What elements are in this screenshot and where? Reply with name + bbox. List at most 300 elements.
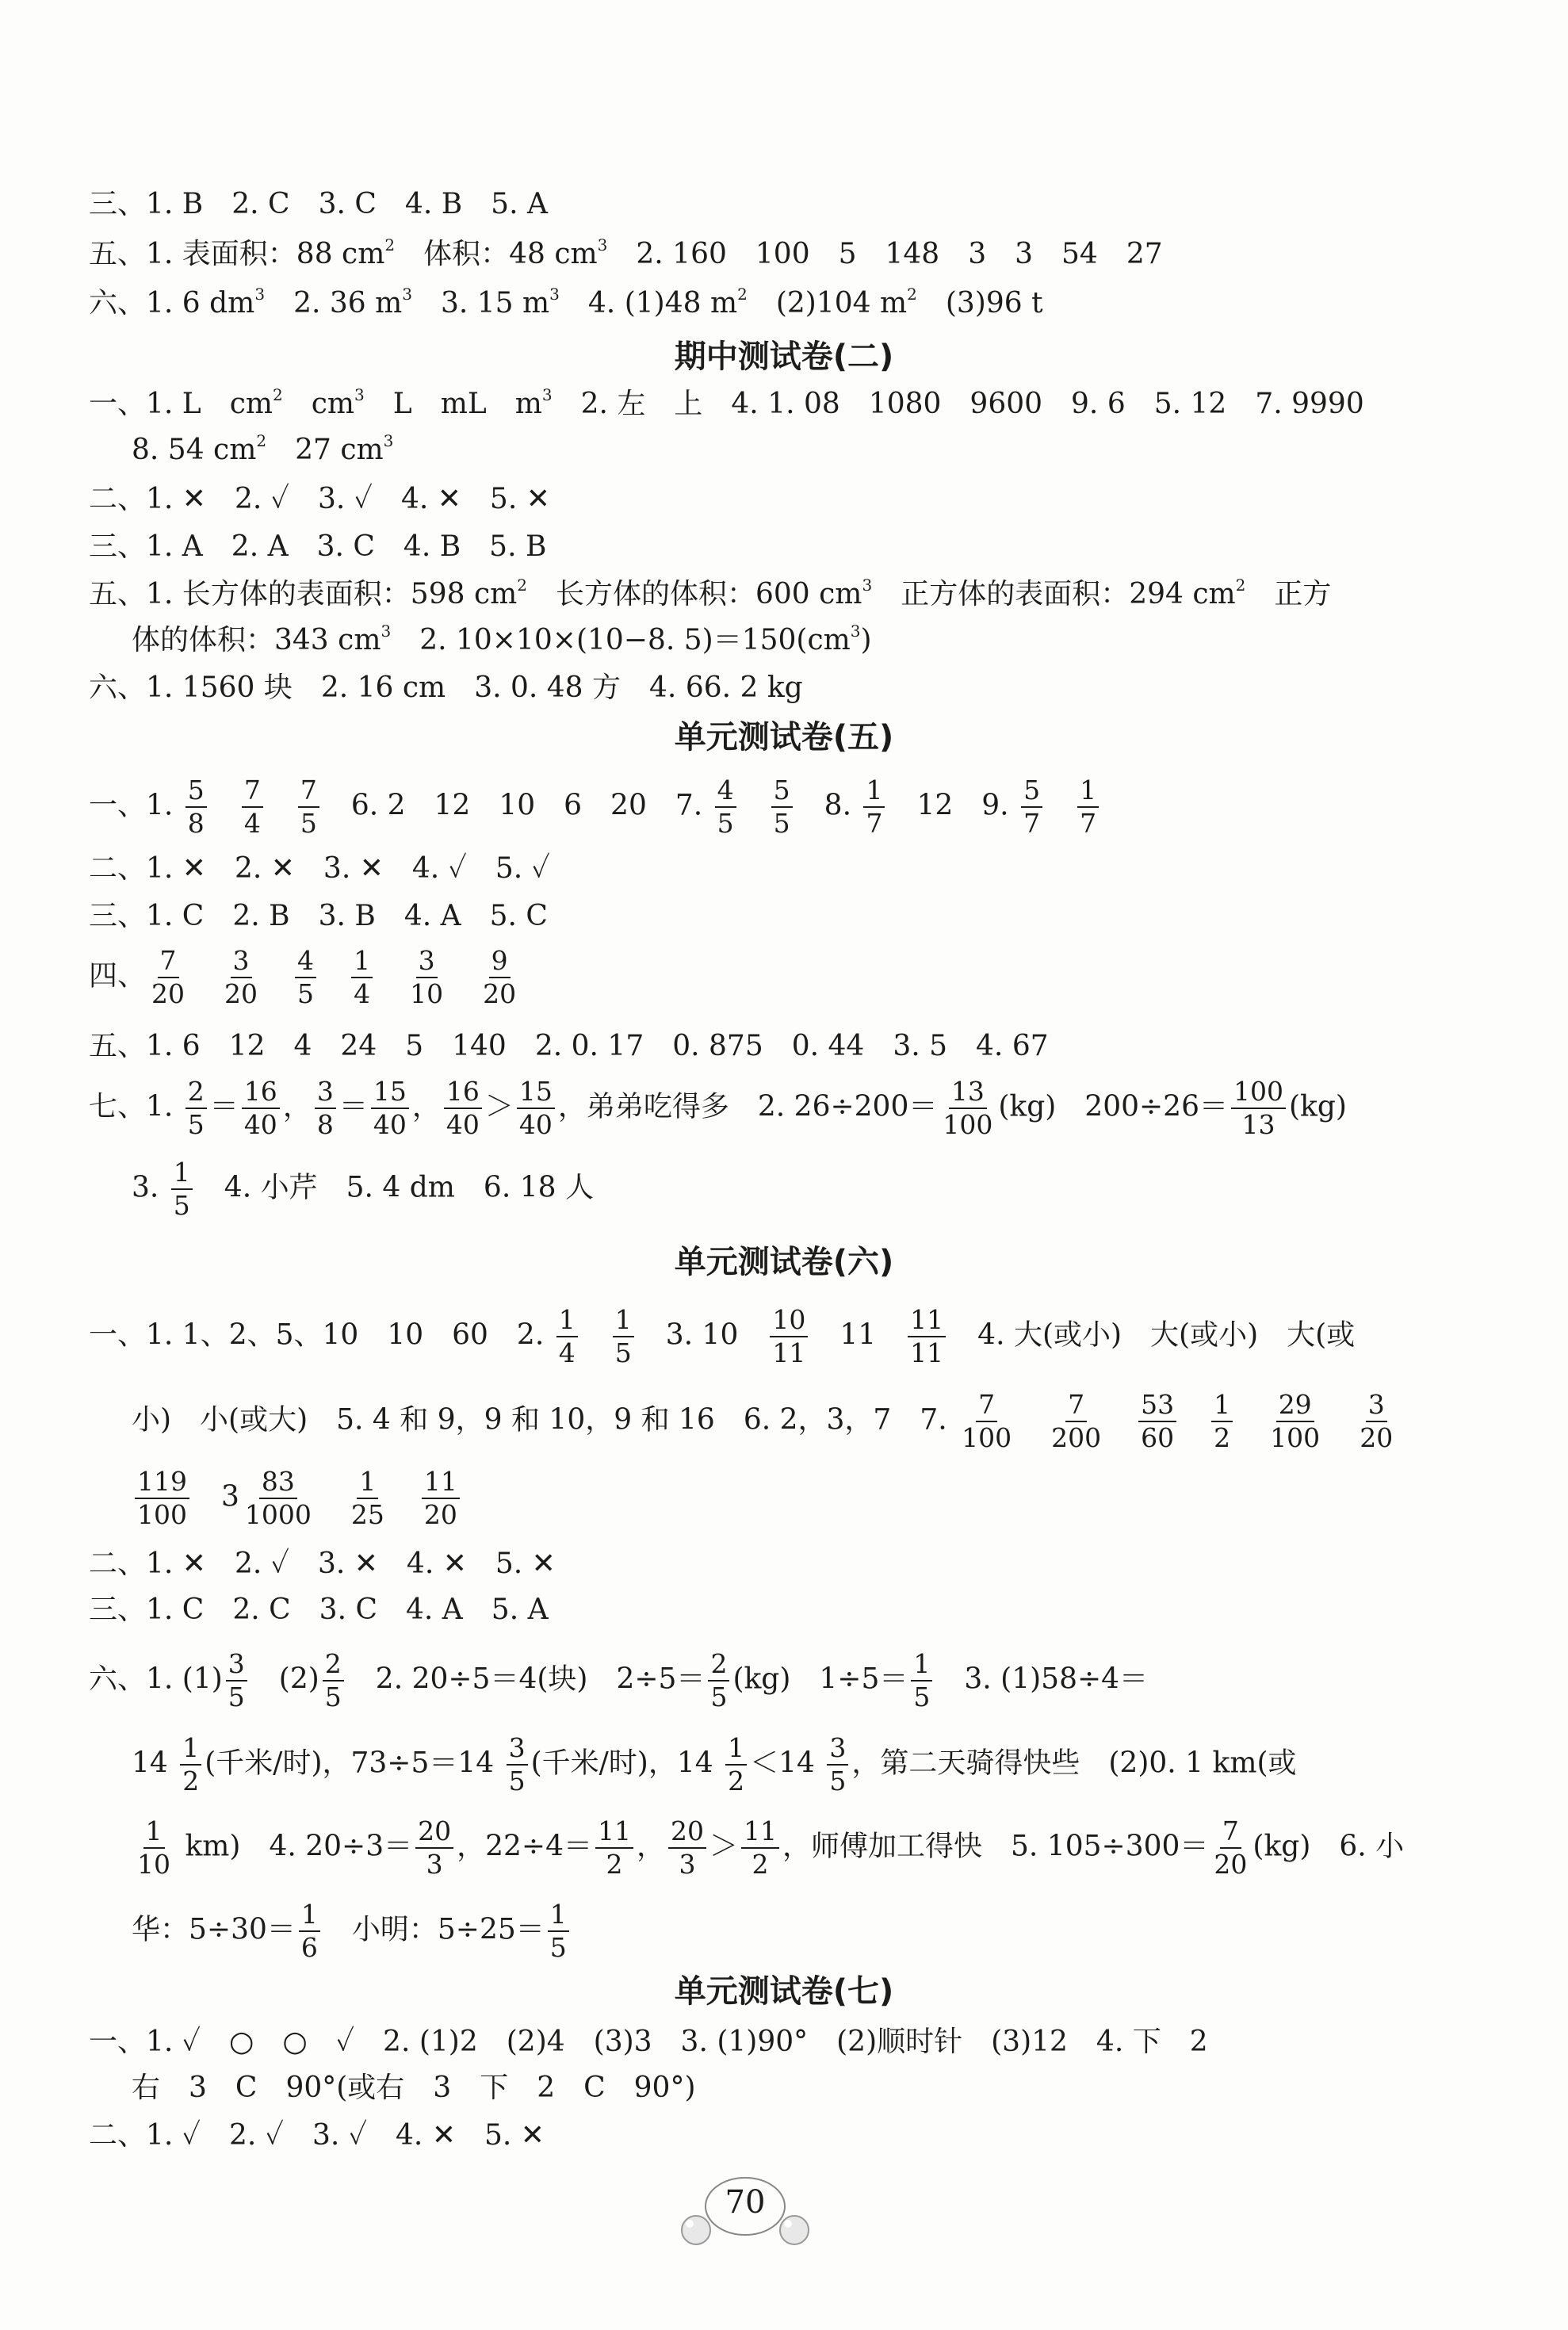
fraction-denominator: 2 — [728, 1766, 745, 1797]
answer-line — [89, 902, 548, 931]
answer-text: 3 — [193, 1480, 239, 1513]
fraction-numerator: 7 — [298, 777, 319, 808]
unit-exponent: 2 — [737, 285, 748, 304]
unit-exponent: 3 — [354, 385, 365, 404]
answer-text: 一、1. L cm — [89, 388, 273, 420]
fraction — [725, 1732, 747, 1797]
answer-text: L mL m — [364, 388, 542, 420]
fraction-denominator: 20 — [151, 978, 185, 1010]
fraction-denominator: 200 — [1051, 1422, 1102, 1454]
fraction — [1211, 1391, 1233, 1452]
answer-text: 六、1. (1) — [89, 1662, 223, 1696]
fraction-numerator: 3 — [231, 947, 252, 978]
answer-line — [89, 1032, 1049, 1061]
fraction-numerator: 7 — [158, 947, 179, 978]
fraction-denominator: 5 — [710, 1682, 728, 1713]
answer-text: 3. — [132, 1171, 168, 1204]
answer-text: 四、 — [89, 959, 147, 993]
answer-line — [132, 431, 394, 466]
fraction-numerator: 5 — [1021, 777, 1042, 808]
fraction-numerator: 1 — [171, 1159, 193, 1190]
answer-text: (kg) 200÷26＝ — [998, 1090, 1228, 1123]
answer-text: ，第二天骑得快些 (2)0. 1 km(或 — [851, 1747, 1297, 1780]
fraction-numerator: 15 — [517, 1078, 555, 1109]
fraction-denominator: 4 — [354, 978, 371, 1010]
fraction-numerator: 15 — [371, 1078, 409, 1109]
answer-text: 2. 20÷5＝4(块) 2÷5＝ — [346, 1662, 706, 1696]
fraction-numerator: 2 — [708, 1651, 729, 1682]
fraction-denominator: 20 — [224, 978, 258, 1010]
answer-line — [132, 1391, 1398, 1452]
answer-text: 五、1. 6 12 4 24 5 140 2. 0. 17 0. 875 0. 44 3. 5 4. 67 — [89, 1030, 1049, 1062]
fraction-denominator: 2 — [606, 1849, 623, 1880]
fraction-numerator: 16 — [242, 1078, 280, 1109]
answer-text: 6. 2 12 10 6 20 7. — [322, 789, 712, 822]
answer-line — [89, 576, 1332, 610]
fraction-denominator: 5 — [508, 1766, 526, 1797]
answer-line — [89, 1596, 549, 1624]
answer-text: 华：5÷30＝ — [132, 1913, 296, 1946]
fraction-numerator: 16 — [444, 1078, 482, 1109]
fraction-numerator: 53 — [1138, 1391, 1176, 1422]
answer-line — [89, 285, 1043, 319]
answer-line — [89, 671, 803, 704]
fraction-denominator: 13 — [1241, 1109, 1275, 1141]
answer-text: (kg) 6. 小 — [1252, 1830, 1405, 1863]
fraction — [827, 1732, 848, 1797]
answer-text: 二、1. ✓ 2. ✓ 3. ✓ 4. ✕ 5. ✕ — [89, 2119, 545, 2152]
section-title: 单元测试卷(五) — [674, 719, 894, 756]
answer-text: ) — [860, 624, 872, 656]
fraction-numerator: 20 — [668, 1818, 706, 1849]
answer-text — [740, 789, 768, 821]
fraction — [415, 1815, 453, 1880]
fraction-numerator: 11 — [595, 1818, 633, 1849]
fraction-denominator: 100 — [962, 1422, 1012, 1454]
answer-line — [132, 1901, 572, 1962]
answer-text — [1236, 1403, 1264, 1436]
unit-exponent: 3 — [254, 285, 266, 304]
fraction — [517, 1078, 555, 1139]
answer-text: 正方 — [1245, 578, 1332, 610]
fraction — [1357, 1391, 1395, 1452]
answer-line — [132, 1732, 1297, 1797]
answer-text — [581, 1318, 610, 1351]
answer-text: 3. 10 — [637, 1318, 767, 1352]
fraction — [135, 1815, 173, 1880]
answer-line — [89, 1078, 1347, 1139]
fraction — [1268, 1391, 1322, 1452]
answer-text: 一、1. ✓ ○ ○ ✓ 2. (1)2 (2)4 (3)3 3. (1)90° (2)顺时针 (3)12 4. 下 2 — [89, 2026, 1208, 2058]
fraction — [349, 1468, 387, 1529]
section-title: 期中测试卷(二) — [674, 339, 894, 375]
answer-text: 六、1. 6 dm — [89, 287, 255, 319]
answer-line — [89, 2121, 545, 2150]
fraction-numerator: 20 — [415, 1818, 453, 1849]
fraction — [908, 1304, 946, 1369]
answer-text — [390, 1480, 419, 1513]
fraction-denominator: 2 — [751, 1849, 769, 1880]
unit-exponent: 3 — [402, 285, 412, 304]
fraction-denominator: 5 — [324, 1682, 342, 1713]
fraction — [242, 1078, 280, 1139]
answer-line — [89, 530, 547, 563]
unit-exponent: 3 — [597, 235, 608, 254]
fraction-denominator: 5 — [297, 978, 315, 1010]
answer-text: ，弟弟吃得多 2. 26÷200＝ — [557, 1090, 938, 1123]
fraction-denominator: 5 — [549, 1932, 567, 1964]
fraction-denominator: 5 — [829, 1766, 847, 1797]
fraction-denominator: 40 — [243, 1109, 277, 1141]
answer-text: 二、1. ✕ 2. ✓ 3. ✕ 4. ✕ 5. ✕ — [89, 1548, 556, 1580]
fraction — [444, 1078, 482, 1139]
fraction-numerator: 1 — [911, 1651, 932, 1682]
answer-line — [89, 777, 1102, 838]
fraction — [1077, 777, 1099, 838]
fraction-numerator: 3 — [827, 1735, 848, 1766]
fraction-numerator: 7 — [242, 777, 263, 808]
answer-line — [132, 2074, 696, 2102]
fraction-denominator: 10 — [410, 978, 444, 1010]
answer-text: 4. (1)48 m — [559, 287, 738, 319]
fraction — [613, 1304, 634, 1369]
answer-line — [89, 190, 548, 219]
answer-text: 一、1. 1、2、5、10 10 60 2. — [89, 1318, 553, 1352]
answer-line — [132, 1159, 594, 1220]
fraction-numerator: 13 — [949, 1078, 987, 1109]
answer-text — [1046, 789, 1074, 821]
answer-text: 三、1. A 2. A 3. C 4. B 5. B — [89, 530, 547, 563]
fraction — [548, 1901, 569, 1962]
answer-line — [89, 947, 522, 1008]
fraction — [708, 1648, 729, 1713]
fraction-denominator: 4 — [558, 1337, 576, 1369]
answer-line — [89, 235, 1163, 270]
fraction — [959, 1391, 1014, 1452]
answer-text — [1017, 1403, 1046, 1436]
fraction-numerator: 3 — [507, 1735, 528, 1766]
answer-text: 4. 小芹 5. 4 dm 6. 18 人 — [195, 1171, 594, 1204]
fraction-denominator: 100 — [137, 1499, 187, 1531]
fraction-denominator: 5 — [913, 1682, 931, 1713]
fraction-denominator: 100 — [943, 1109, 993, 1141]
fraction-numerator: 3 — [416, 947, 438, 978]
fraction-numerator: 2 — [323, 1651, 344, 1682]
answer-text: ＞ — [484, 1090, 514, 1123]
answer-text: 五、1. 长方体的表面积：598 cm — [89, 578, 518, 610]
answer-text: (千米/时)，14 — [530, 1747, 723, 1780]
unit-exponent: 2 — [256, 431, 267, 450]
fraction — [771, 777, 793, 838]
answer-text: 2. 36 m — [265, 287, 403, 319]
fraction-denominator: 5 — [717, 808, 734, 840]
fraction — [668, 1815, 706, 1880]
fraction — [135, 1468, 189, 1529]
fraction-denominator: 20 — [1360, 1422, 1394, 1454]
fraction-numerator: 7 — [976, 1391, 997, 1422]
fraction-denominator: 10 — [137, 1849, 170, 1880]
fraction-numerator: 7 — [1220, 1818, 1241, 1849]
fraction-denominator: 4 — [243, 808, 261, 840]
answer-text: (3)96 t — [916, 287, 1043, 319]
fraction — [1049, 1391, 1103, 1452]
fraction — [185, 777, 207, 838]
fraction-numerator: 1 — [351, 947, 373, 978]
answer-text: 三、1. C 2. C 3. C 4. A 5. A — [89, 1594, 549, 1626]
answer-text: 11 — [811, 1318, 905, 1352]
fraction — [315, 1078, 336, 1139]
answer-text: 一、1. — [89, 789, 182, 822]
fraction-numerator: 1 — [613, 1307, 634, 1337]
answer-text: ， — [637, 1830, 666, 1863]
answer-text — [190, 959, 219, 992]
answer-text: 右 3 C 90°(或右 3 下 2 C 90°) — [132, 2072, 696, 2104]
answer-text — [317, 1480, 346, 1513]
fraction-denominator: 2 — [182, 1766, 200, 1797]
answer-text: 8. 54 cm — [132, 434, 257, 466]
fraction — [243, 1468, 314, 1529]
fraction — [299, 1901, 320, 1962]
fraction — [222, 947, 260, 1008]
fraction-numerator: 1 — [180, 1735, 201, 1766]
fraction-denominator: 25 — [350, 1499, 384, 1531]
unit-exponent: 3 — [541, 385, 553, 404]
fraction — [741, 1815, 779, 1880]
answer-text: (2) — [250, 1662, 319, 1696]
fraction-denominator: 20 — [423, 1499, 457, 1531]
fraction — [1231, 1078, 1286, 1139]
fraction-denominator: 5 — [300, 808, 317, 840]
answer-line — [89, 1304, 1356, 1369]
answer-text — [266, 789, 295, 821]
answer-text: (千米/时)，73÷5＝14 — [205, 1747, 503, 1780]
fraction-denominator: 2 — [1214, 1422, 1231, 1454]
answer-text: ＝ — [338, 1090, 368, 1123]
answer-text: 小) 小(或大) 5. 4 和 9，9 和 10，9 和 16 6. 2，3，7 7. — [132, 1403, 957, 1437]
fraction-numerator: 9 — [489, 947, 511, 978]
answer-line — [89, 852, 550, 885]
fraction-denominator: 40 — [446, 1109, 480, 1141]
answer-text: 2. 160 100 5 148 3 3 54 27 — [607, 238, 1163, 270]
fraction-numerator: 100 — [1231, 1078, 1286, 1109]
fraction — [185, 1078, 207, 1139]
answer-line — [132, 622, 872, 656]
fraction — [507, 1732, 528, 1797]
answer-text — [319, 959, 348, 992]
answer-text: 七、1. — [89, 1090, 182, 1123]
fraction-numerator: 5 — [185, 777, 207, 808]
answer-text — [376, 959, 404, 992]
fraction — [1211, 1815, 1249, 1880]
fraction-denominator: 3 — [679, 1849, 696, 1880]
fraction — [323, 1648, 344, 1713]
fraction-numerator: 3 — [226, 1651, 247, 1682]
fraction — [407, 947, 446, 1008]
fraction — [298, 777, 319, 838]
fraction-denominator: 5 — [614, 1337, 632, 1369]
fraction — [1138, 1391, 1176, 1452]
answer-text: 8. — [795, 789, 861, 822]
answer-line — [132, 1468, 463, 1529]
fraction-denominator: 5 — [173, 1190, 190, 1222]
answer-text: 六、1. 1560 块 2. 16 cm 3. 0. 48 方 4. 66. 2 kg — [89, 671, 803, 704]
fraction-numerator: 4 — [295, 947, 316, 978]
answer-line — [132, 1815, 1405, 1880]
fraction-denominator: 20 — [483, 978, 517, 1010]
fraction — [911, 1648, 932, 1713]
fraction — [295, 947, 316, 1008]
answer-text: ＜14 — [750, 1747, 824, 1780]
fraction — [149, 947, 187, 1008]
fraction-denominator: 60 — [1141, 1422, 1175, 1454]
answer-line — [89, 2028, 1208, 2056]
answer-text: 3. 15 m — [411, 287, 550, 319]
page-number-badge — [674, 2168, 817, 2255]
answer-line — [89, 1648, 1149, 1713]
answer-text — [449, 959, 477, 992]
fraction — [863, 777, 885, 838]
answer-text: 二、1. ✕ 2. ✕ 3. ✕ 4. ✓ 5. ✓ — [89, 852, 550, 885]
fraction-numerator: 2 — [185, 1078, 207, 1109]
fraction-numerator: 1 — [143, 1818, 165, 1849]
answer-line — [89, 1550, 556, 1578]
fraction-numerator: 10 — [770, 1307, 808, 1337]
fraction-denominator: 11 — [772, 1337, 806, 1369]
fraction-denominator: 5 — [228, 1682, 245, 1713]
unit-exponent: 2 — [1235, 576, 1246, 595]
fraction — [940, 1078, 995, 1139]
fraction — [226, 1648, 247, 1713]
fraction-denominator: 6 — [300, 1932, 318, 1964]
fraction-numerator: 1 — [863, 777, 885, 808]
fraction-denominator: 5 — [773, 808, 790, 840]
fraction-denominator: 8 — [187, 808, 205, 840]
answer-text: km) 4. 20÷3＝ — [176, 1830, 413, 1863]
answer-text: 2. 10×10×(10−8. 5)＝150(cm — [391, 624, 851, 656]
fraction-numerator: 7 — [1065, 1391, 1087, 1422]
fraction-numerator: 1 — [357, 1468, 378, 1499]
fraction-denominator: 20 — [1214, 1849, 1248, 1880]
answer-text: 27 cm — [266, 434, 384, 466]
answer-line — [89, 385, 1364, 420]
fraction-denominator: 11 — [910, 1337, 944, 1369]
answer-text: ， — [411, 1090, 441, 1123]
fraction-denominator: 7 — [866, 808, 883, 840]
fraction-denominator: 8 — [316, 1109, 334, 1141]
answer-line — [89, 485, 550, 514]
fraction-numerator: 1 — [1211, 1391, 1233, 1422]
answer-text: ＝ — [209, 1090, 239, 1123]
fraction-denominator: 3 — [426, 1849, 443, 1880]
fraction — [1021, 777, 1042, 838]
fraction-numerator: 1 — [1077, 777, 1099, 808]
fraction — [242, 777, 263, 838]
fraction-numerator: 3 — [1366, 1391, 1387, 1422]
fraction-numerator: 119 — [135, 1468, 189, 1499]
fraction — [422, 1468, 460, 1529]
section-title: 单元测试卷(六) — [674, 1244, 894, 1280]
fraction-numerator: 11 — [422, 1468, 460, 1499]
fraction-numerator: 11 — [908, 1307, 946, 1337]
answer-text: 4. 大(或小) 大(或小) 大(或 — [949, 1318, 1356, 1352]
unit-exponent: 2 — [384, 235, 396, 254]
fraction — [715, 777, 736, 838]
fraction-denominator: 100 — [1270, 1422, 1321, 1454]
answer-text: cm — [282, 388, 355, 420]
answer-text: (kg) — [1289, 1090, 1347, 1123]
answer-text: (kg) 1÷5＝ — [732, 1662, 908, 1696]
fraction-denominator: 1000 — [244, 1499, 312, 1531]
answer-text: 小明：5÷25＝ — [323, 1913, 545, 1946]
answer-text: 正方体的表面积：294 cm — [872, 578, 1236, 610]
answer-text: ，22÷4＝ — [457, 1830, 592, 1863]
answer-text: ， — [282, 1090, 312, 1123]
fraction — [180, 1732, 201, 1797]
answer-text: 体的体积：343 cm — [132, 624, 381, 656]
answer-text — [1325, 1403, 1354, 1436]
fraction-denominator: 40 — [373, 1109, 407, 1141]
fraction — [595, 1815, 633, 1880]
fraction-numerator: 29 — [1276, 1391, 1314, 1422]
answer-text: ，师傅加工得快 5. 105÷300＝ — [782, 1830, 1209, 1863]
unit-exponent: 3 — [862, 576, 873, 595]
fraction-numerator: 4 — [715, 777, 736, 808]
answer-text: 12 9. — [888, 789, 1019, 822]
fraction-denominator: 40 — [518, 1109, 553, 1141]
unit-exponent: 3 — [383, 431, 394, 450]
answer-text: 长方体的体积：600 cm — [526, 578, 862, 610]
unit-exponent: 2 — [907, 285, 917, 304]
answer-text: 体积：48 cm — [395, 238, 598, 270]
section-title: 单元测试卷(七) — [674, 1973, 894, 2010]
unit-exponent: 3 — [381, 622, 392, 641]
page-number: 70 — [725, 2184, 766, 2221]
fraction — [171, 1159, 193, 1220]
answer-text: ＞ — [709, 1830, 739, 1863]
fraction-denominator: 7 — [1023, 808, 1041, 840]
fraction — [351, 947, 373, 1008]
fraction — [371, 1078, 409, 1139]
answer-text: 五、1. 表面积：88 cm — [89, 238, 385, 270]
fraction-numerator: 1 — [299, 1901, 320, 1932]
answer-text: 3. (1)58÷4＝ — [935, 1662, 1149, 1696]
fraction-numerator: 11 — [741, 1818, 779, 1849]
fraction — [556, 1304, 578, 1369]
fraction-numerator: 83 — [259, 1468, 297, 1499]
fraction-denominator: 5 — [187, 1109, 205, 1141]
unit-exponent: 3 — [549, 285, 560, 304]
fraction — [770, 1304, 808, 1369]
fraction-numerator: 3 — [315, 1078, 336, 1109]
answer-text: 14 — [132, 1747, 178, 1780]
answer-text: 三、1. C 2. B 3. B 4. A 5. C — [89, 900, 548, 932]
fraction-denominator: 7 — [1080, 808, 1097, 840]
unit-exponent: 3 — [850, 622, 861, 641]
answer-text: (2)104 m — [747, 287, 908, 319]
fraction-numerator: 5 — [771, 777, 793, 808]
answer-text: 二、1. ✕ 2. ✓ 3. ✓ 4. ✕ 5. ✕ — [89, 483, 550, 515]
fraction-numerator: 1 — [556, 1307, 578, 1337]
unit-exponent: 2 — [273, 385, 283, 404]
fraction-numerator: 1 — [725, 1735, 747, 1766]
answer-text — [1180, 1403, 1208, 1436]
fraction-numerator: 1 — [548, 1901, 569, 1932]
answer-text: 三、1. B 2. C 3. C 4. B 5. A — [89, 188, 548, 220]
unit-exponent: 2 — [517, 576, 527, 595]
answer-text — [210, 789, 239, 821]
answer-text — [263, 959, 292, 992]
answer-text — [1107, 1403, 1135, 1436]
